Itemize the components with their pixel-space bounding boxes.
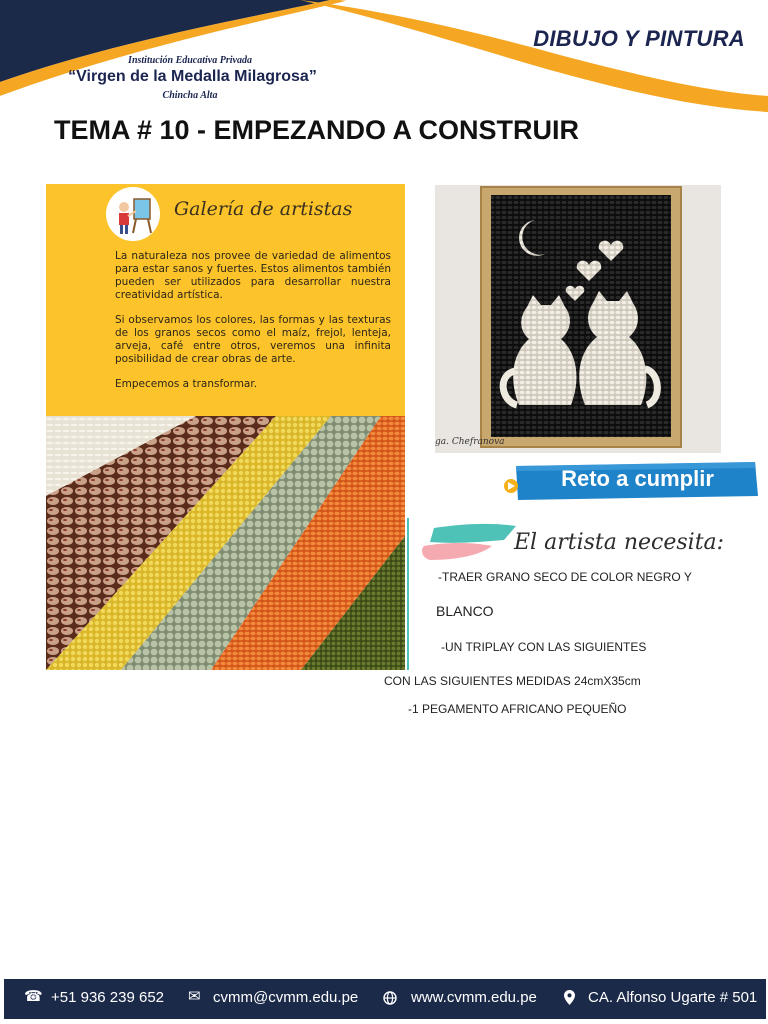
footer-website[interactable]: www.cvmm.edu.pe: [411, 989, 537, 1006]
globe-icon: [383, 991, 397, 1005]
footer-phone[interactable]: +51 936 239 652: [51, 989, 165, 1006]
subject-title: DIBUJO Y PINTURA: [533, 26, 745, 51]
institution-city: Chincha Alta: [162, 90, 218, 101]
divider-line: [407, 518, 409, 670]
institution-type: Institución Educativa Privada: [128, 55, 252, 66]
institution-name: “Virgen de la Medalla Milagrosa”: [68, 68, 317, 85]
envelope-icon: ✉: [188, 988, 201, 1005]
gallery-title: Galería de artistas: [174, 198, 353, 220]
gallery-paragraph: Si observamos los colores, las formas y las texturas de los granos secos como el maíz, frejol, lenteja, arveja, café entre otros, veremos una infinita posibilidad de crear obras de arte.: [115, 314, 391, 365]
phone-icon: ☎: [24, 988, 43, 1005]
gallery-paragraph: La naturaleza nos provee de variedad de alimentos para estar sanos y fuertes. Estos alimentos también pueden ser utilizados para desarrollar nuestra creatividad artística.: [115, 250, 391, 301]
gallery-paragraph: Empecemos a transformar.: [115, 378, 258, 390]
requirement-item: BLANCO: [436, 603, 494, 619]
footer-address: CA. Alfonso Ugarte # 501: [588, 989, 758, 1006]
requirement-item: -UN TRIPLAY CON LAS SIGUIENTES: [441, 640, 647, 654]
requirement-item: -TRAER GRANO SECO DE COLOR NEGRO Y: [438, 570, 692, 584]
location-pin-icon: [564, 990, 575, 1005]
needs-title: El artista necesita:: [514, 530, 725, 555]
footer-email[interactable]: cvmm@cvmm.edu.pe: [213, 989, 359, 1006]
requirement-item: CON LAS SIGUIENTES MEDIDAS 24cmX35cm: [384, 674, 641, 688]
artwork-caption: ga. Chefranova: [435, 437, 505, 447]
topic-title: TEMA # 10 - EMPEZANDO A CONSTRUIR: [54, 115, 580, 145]
artist-painting-icon: [106, 187, 160, 241]
requirement-item: -1 PEGAMENTO AFRICANO PEQUEÑO: [408, 702, 627, 716]
challenge-label: Reto a cumplir: [561, 466, 714, 491]
dry-grains-photo: [46, 416, 405, 670]
cat-grain-artwork: [435, 185, 721, 453]
